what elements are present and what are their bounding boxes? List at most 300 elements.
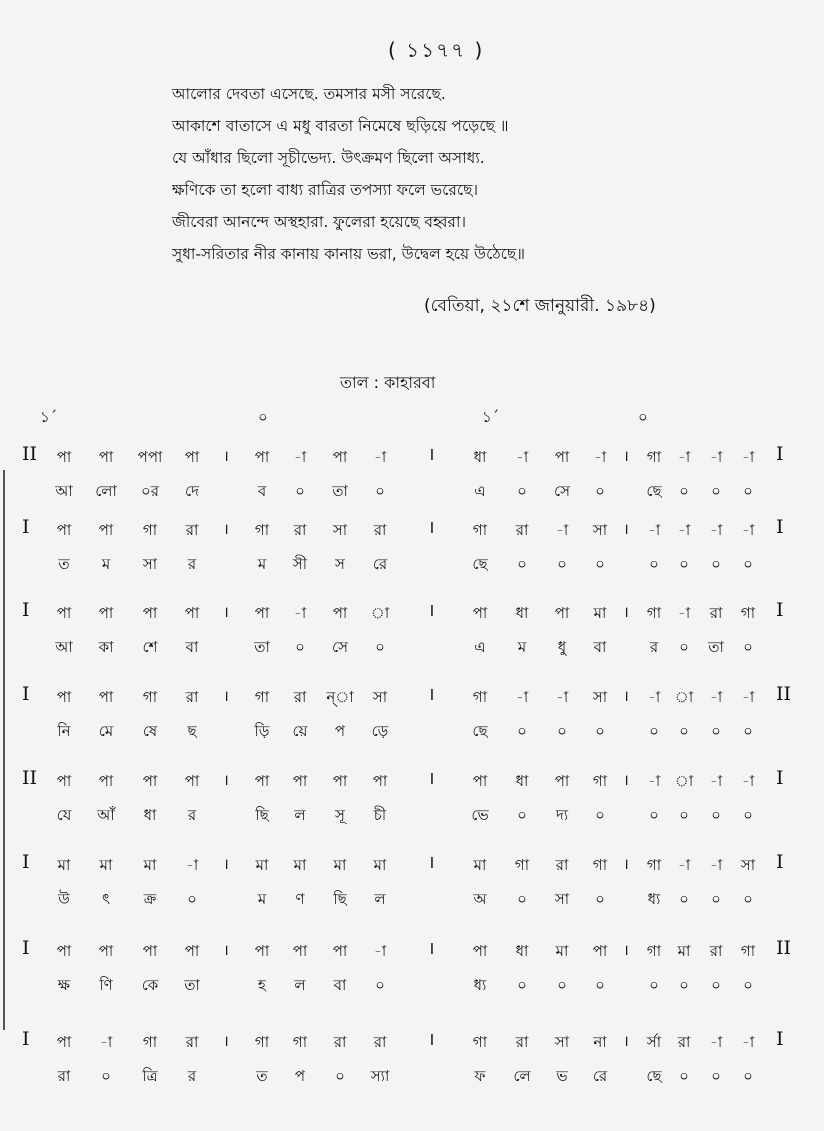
swara-note: মা xyxy=(373,856,387,874)
swara-note: -া xyxy=(293,448,307,466)
lyric-syllable: শে xyxy=(142,638,158,656)
lyric-syllable: ০ xyxy=(711,555,721,573)
swara-note: ধা xyxy=(473,448,487,466)
swara-note: গা xyxy=(592,772,608,790)
swara-note: পা xyxy=(554,772,570,790)
lyric-syllable: র xyxy=(187,806,197,824)
lyric-syllable: ধু xyxy=(557,638,567,656)
row-open-bar: I xyxy=(22,851,30,873)
swara-note: গা xyxy=(740,942,756,960)
lyric-syllable: ০ xyxy=(375,482,385,500)
row-close-bar: I xyxy=(776,599,784,621)
lyric-syllable: ভ xyxy=(556,1067,568,1085)
lyric-syllable: ল xyxy=(294,976,306,994)
swara-note: -া xyxy=(647,521,661,539)
swara-note: গা xyxy=(254,688,270,706)
lyric-syllable: দ্য xyxy=(555,806,569,824)
swara-note: I xyxy=(429,1031,435,1049)
swara-note: পা xyxy=(554,604,570,622)
swara-note: রা xyxy=(333,1033,347,1051)
swara-note: রা xyxy=(293,688,307,706)
lyric-syllable: ছি xyxy=(333,890,347,908)
lyric-syllable: ০ xyxy=(517,555,527,573)
swara-note: রা xyxy=(515,521,529,539)
swara-note: া xyxy=(674,772,694,790)
swara-note: ধা xyxy=(515,772,529,790)
swara-note: I xyxy=(429,446,435,464)
lyric-syllable: ০ xyxy=(375,638,385,656)
swara-note: রা xyxy=(709,942,723,960)
swara-note: মা xyxy=(255,856,269,874)
lyric-syllable: রে xyxy=(592,1067,608,1085)
lyric-syllable: ০ xyxy=(743,638,753,656)
lyric-syllable: মে xyxy=(98,722,114,740)
lyric-syllable: ছে xyxy=(472,722,488,740)
lyric-syllable: ড়ি xyxy=(254,722,270,740)
swara-note: গা xyxy=(142,521,158,539)
swara-note: পা xyxy=(98,772,114,790)
swara-note: I xyxy=(429,854,435,872)
swara-note: রা xyxy=(373,521,387,539)
swara-note: । xyxy=(623,520,629,538)
lyric-syllable: ম xyxy=(257,555,267,573)
swara-note: পা xyxy=(56,772,72,790)
swara-note: পা xyxy=(142,942,158,960)
lyric-syllable: ০ xyxy=(649,555,659,573)
lyric-syllable: ত্রি xyxy=(142,1067,158,1085)
swara-note: মা xyxy=(555,942,569,960)
notation-row xyxy=(0,764,824,824)
swara-note: পা xyxy=(56,604,72,622)
page-number: ( ১১৭৭ ) xyxy=(388,38,485,62)
swara-note: রা xyxy=(293,521,307,539)
lyric-syllable: ০ xyxy=(743,555,753,573)
lyric-syllable: য়ে xyxy=(292,722,308,740)
lyric-syllable: এ xyxy=(474,638,486,656)
lyric-syllable: ০ xyxy=(557,976,567,994)
swara-note: -া xyxy=(99,1033,113,1051)
lyric-syllable: এ xyxy=(474,482,486,500)
swara-note: পা xyxy=(332,448,348,466)
swara-note: পা xyxy=(254,942,270,960)
notation-row xyxy=(0,513,824,573)
swara-note: । xyxy=(223,855,229,873)
swara-note: ধা xyxy=(515,942,529,960)
lyric-syllable: ণি xyxy=(99,976,113,994)
swara-note: -া xyxy=(741,688,755,706)
poem-line: যে আঁধার ছিলো সূচীভেদ্য. উৎক্রমণ ছিলো অসাধ্য. xyxy=(172,149,485,167)
swara-note: পা xyxy=(332,604,348,622)
lyric-syllable: ০ xyxy=(679,722,689,740)
poem-line: আকাশে বাতাসে এ মধু বারতা নিমেষে ছড়িয়ে পড়েছে ॥ xyxy=(172,117,509,135)
swara-note: -া xyxy=(709,856,723,874)
swara-note: পা xyxy=(142,772,158,790)
swara-note: -া xyxy=(515,448,529,466)
swara-note: পা xyxy=(332,772,348,790)
swara-note: মা xyxy=(143,856,157,874)
lyric-syllable: ০ xyxy=(679,1067,689,1085)
row-close-bar: II xyxy=(776,683,792,705)
lyric-syllable: ০ xyxy=(743,806,753,824)
lyric-syllable: ০ xyxy=(679,638,689,656)
lyric-syllable: প xyxy=(294,1067,306,1085)
swara-note: পা xyxy=(372,772,388,790)
lyric-syllable: ০ xyxy=(595,482,605,500)
swara-note: গা xyxy=(592,856,608,874)
swara-note: গা xyxy=(514,856,530,874)
swara-note: গা xyxy=(740,604,756,622)
swara-note: -া xyxy=(741,772,755,790)
swara-note: -া xyxy=(709,688,723,706)
swara-note: সা xyxy=(740,856,756,874)
swara-note: । xyxy=(623,447,629,465)
lyric-syllable: তা xyxy=(184,976,200,994)
swara-note: পা xyxy=(56,521,72,539)
swara-note: র্সা xyxy=(646,1033,662,1051)
lyric-syllable: লে xyxy=(513,1067,531,1085)
lyric-syllable: তা xyxy=(708,638,724,656)
swara-note: । xyxy=(223,520,229,538)
lyric-syllable: ধ্য xyxy=(473,976,487,994)
swara-note: । xyxy=(623,603,629,621)
lyric-syllable: তা xyxy=(332,482,348,500)
lyric-syllable: বা xyxy=(185,638,199,656)
poem xyxy=(172,78,812,270)
swara-note: -া xyxy=(677,856,691,874)
swara-note: গা xyxy=(646,942,662,960)
lyric-syllable: ধ্য xyxy=(647,890,661,908)
swara-note: পা xyxy=(56,942,72,960)
swara-note: মা xyxy=(677,942,691,960)
lyric-syllable: রা xyxy=(57,1067,71,1085)
lyric-syllable: দে xyxy=(185,482,199,500)
swara-note: গা xyxy=(472,1033,488,1051)
swara-note: মা xyxy=(593,604,607,622)
poem-line: জীবেরা আনন্দে অস্থহারা. ফুলেরা হয়েছে বহ্বরা। xyxy=(172,213,466,231)
swara-note: পা xyxy=(184,604,200,622)
row-close-bar: I xyxy=(776,516,784,538)
swara-note: রা xyxy=(515,1033,529,1051)
lyric-syllable: ০ xyxy=(649,806,659,824)
lyric-syllable: ম xyxy=(257,890,267,908)
lyric-syllable: ফ xyxy=(474,1067,486,1085)
notation-row xyxy=(0,596,824,656)
swara-note: -া xyxy=(709,521,723,539)
lyric-syllable: র xyxy=(649,638,659,656)
swara-note: রা xyxy=(677,1033,691,1051)
swara-note: গা xyxy=(472,688,488,706)
swara-note: পা xyxy=(332,942,348,960)
swara-note: গা xyxy=(142,1033,158,1051)
lyric-syllable: র xyxy=(187,1067,197,1085)
row-open-bar: I xyxy=(22,683,30,705)
swara-note: পা xyxy=(292,942,308,960)
swara-note: গা xyxy=(472,521,488,539)
row-open-bar: II xyxy=(22,767,38,789)
lyric-syllable: কে xyxy=(141,976,159,994)
lyric-syllable: ০ xyxy=(743,890,753,908)
lyric-syllable: ০ xyxy=(743,976,753,994)
lyric-syllable: ০ xyxy=(743,1067,753,1085)
swara-note: -া xyxy=(185,856,199,874)
lyric-syllable: ০ xyxy=(679,555,689,573)
lyric-syllable: ল xyxy=(374,890,386,908)
lyric-syllable: ছে xyxy=(646,482,662,500)
lyric-syllable: বা xyxy=(333,976,347,994)
lyric-syllable: ম xyxy=(101,555,111,573)
lyric-syllable: ম xyxy=(517,638,527,656)
swara-note: । xyxy=(623,687,629,705)
swara-note: পা xyxy=(472,772,488,790)
lyric-syllable: ০ xyxy=(295,482,305,500)
lyric-syllable: ০ xyxy=(375,976,385,994)
lyric-syllable: র xyxy=(187,555,197,573)
swara-note: সা xyxy=(372,688,388,706)
lyric-syllable: ০ xyxy=(649,722,659,740)
swara-note: -া xyxy=(709,448,723,466)
swara-note: -া xyxy=(677,521,691,539)
lyric-syllable: ০ xyxy=(595,555,605,573)
swara-note: । xyxy=(223,1032,229,1050)
swara-note: পা xyxy=(554,448,570,466)
source-note: (বেতিয়া, ২১শে জানুয়ারী. ১৯৮৪) xyxy=(424,296,656,316)
swara-note: -া xyxy=(293,604,307,622)
row-open-bar: I xyxy=(22,937,30,959)
swara-note: -া xyxy=(373,448,387,466)
row-close-bar: I xyxy=(776,767,784,789)
swara-note: ন্‌া xyxy=(326,688,354,706)
swara-note: পা xyxy=(254,772,270,790)
swara-note: পা xyxy=(142,604,158,622)
swara-note: -া xyxy=(709,1033,723,1051)
swara-note: রা xyxy=(555,856,569,874)
swara-note: গা xyxy=(646,604,662,622)
lyric-syllable: ০ xyxy=(711,890,721,908)
swara-note: গা xyxy=(292,1033,308,1051)
lyric-syllable: সূ xyxy=(335,806,345,824)
beat-mark: ০ xyxy=(258,408,268,426)
beat-mark: ১´ xyxy=(482,408,500,426)
swara-note: মা xyxy=(473,856,487,874)
swara-note: মা xyxy=(57,856,71,874)
swara-note: পা xyxy=(56,448,72,466)
lyric-syllable: ধা xyxy=(143,806,157,824)
lyric-syllable: ০ xyxy=(743,722,753,740)
swara-note: । xyxy=(223,603,229,621)
row-open-bar: II xyxy=(22,443,38,465)
swara-note: পা xyxy=(184,448,200,466)
lyric-syllable: ০ xyxy=(711,1067,721,1085)
swara-note: -া xyxy=(741,448,755,466)
swara-note: -া xyxy=(515,688,529,706)
swara-note: -া xyxy=(741,1033,755,1051)
swara-note: পা xyxy=(592,942,608,960)
swara-note: গা xyxy=(254,1033,270,1051)
lyric-syllable: সা xyxy=(142,555,158,573)
lyric-syllable: ০ xyxy=(711,722,721,740)
swara-note: -া xyxy=(373,942,387,960)
swara-note: পা xyxy=(98,942,114,960)
swara-note: রা xyxy=(185,521,199,539)
lyric-syllable: ০ xyxy=(101,1067,111,1085)
lyric-syllable: ০ xyxy=(557,722,567,740)
swara-note: । xyxy=(223,447,229,465)
lyric-syllable: ০ xyxy=(595,806,605,824)
lyric-syllable: ০ xyxy=(295,638,305,656)
lyric-syllable: ০ xyxy=(517,890,527,908)
swara-note: সা xyxy=(554,1033,570,1051)
swara-note: গা xyxy=(142,688,158,706)
row-open-bar: I xyxy=(22,516,30,538)
lyric-syllable: ল xyxy=(294,806,306,824)
swara-note: -া xyxy=(647,772,661,790)
swara-note: পা xyxy=(56,1033,72,1051)
lyric-syllable: তা xyxy=(254,638,270,656)
lyric-syllable: বা xyxy=(593,638,607,656)
swara-note: I xyxy=(429,602,435,620)
lyric-syllable: ছে xyxy=(472,555,488,573)
swara-note: সা xyxy=(592,688,608,706)
swara-note: রা xyxy=(709,604,723,622)
lyric-syllable: স্যা xyxy=(370,1067,390,1085)
swara-note: পা xyxy=(98,521,114,539)
lyric-syllable: ০ xyxy=(595,722,605,740)
lyric-syllable: কা xyxy=(98,638,114,656)
swara-note: রা xyxy=(185,1033,199,1051)
swara-note: রা xyxy=(185,688,199,706)
swara-note: পা xyxy=(254,448,270,466)
swara-note: । xyxy=(223,687,229,705)
beat-mark: ০ xyxy=(638,408,648,426)
lyric-syllable: লো xyxy=(95,482,117,500)
lyric-syllable: ৎ xyxy=(101,890,111,908)
swara-note: পা xyxy=(56,688,72,706)
lyric-syllable: উ xyxy=(58,890,70,908)
poem-line: সুধা-সরিতার নীর কানায় কানায় ভরা, উদ্বেল হয়ে উঠেছে॥ xyxy=(172,245,526,263)
lyric-syllable: ০ xyxy=(187,890,197,908)
swara-note: I xyxy=(429,770,435,788)
notation-row xyxy=(0,680,824,740)
lyric-syllable: ০ xyxy=(595,890,605,908)
swara-note: -া xyxy=(555,521,569,539)
lyric-syllable: ণ xyxy=(295,890,305,908)
lyric-syllable: ত xyxy=(256,1067,268,1085)
swara-note: পা xyxy=(184,942,200,960)
row-open-bar: I xyxy=(22,599,30,621)
lyric-syllable: রে xyxy=(372,555,388,573)
swara-note: -া xyxy=(647,688,661,706)
swara-note: I xyxy=(429,940,435,958)
lyric-syllable: প xyxy=(334,722,346,740)
swara-note: পা xyxy=(98,688,114,706)
swara-note: পা xyxy=(98,604,114,622)
lyric-syllable: ০ xyxy=(649,976,659,994)
lyric-syllable: ক্র xyxy=(143,890,157,908)
lyric-syllable: সে xyxy=(332,638,348,656)
row-open-bar: I xyxy=(22,1028,30,1050)
swara-note: পা xyxy=(254,604,270,622)
lyric-syllable: ০ xyxy=(743,482,753,500)
lyric-syllable: ০ xyxy=(335,1067,345,1085)
lyric-syllable: ০ xyxy=(711,482,721,500)
lyric-syllable: ত xyxy=(58,555,70,573)
lyric-syllable: সা xyxy=(554,890,570,908)
swara-note: রা xyxy=(373,1033,387,1051)
lyric-syllable: ০র xyxy=(140,482,160,500)
lyric-syllable: ক্ষ xyxy=(57,976,71,994)
swara-note: পপা xyxy=(137,448,163,466)
lyric-syllable: সী xyxy=(292,555,308,573)
swara-note: । xyxy=(223,941,229,959)
row-close-bar: I xyxy=(776,1028,784,1050)
lyric-syllable: ০ xyxy=(679,806,689,824)
lyric-syllable: সে xyxy=(554,482,570,500)
swara-note: মা xyxy=(333,856,347,874)
swara-note: -া xyxy=(741,521,755,539)
tala-heading: তাল : কাহারবা xyxy=(340,373,436,392)
lyric-syllable: ০ xyxy=(711,976,721,994)
notation-row xyxy=(0,440,824,500)
poem-line: ক্ষণিকে তা হলো বাধ্য রাত্রির তপস্যা ফলে ভরেছে। xyxy=(172,181,479,199)
swara-note: গা xyxy=(646,448,662,466)
lyric-syllable: ০ xyxy=(517,806,527,824)
swara-note: -া xyxy=(709,772,723,790)
swara-note: -া xyxy=(677,604,691,622)
row-close-bar: II xyxy=(776,937,792,959)
swara-note: -া xyxy=(555,688,569,706)
swara-note: I xyxy=(429,519,435,537)
lyric-syllable: ০ xyxy=(679,890,689,908)
swara-note: পা xyxy=(184,772,200,790)
swara-note: সা xyxy=(332,521,348,539)
lyric-syllable: ষে xyxy=(142,722,158,740)
swara-note: ধা xyxy=(515,604,529,622)
swara-note: । xyxy=(223,771,229,789)
lyric-syllable: ছ xyxy=(187,722,197,740)
lyric-syllable: ০ xyxy=(711,806,721,824)
swara-note: । xyxy=(623,855,629,873)
swara-note: পা xyxy=(472,604,488,622)
lyric-syllable: চী xyxy=(373,806,387,824)
swara-note: -া xyxy=(593,448,607,466)
swara-note: া xyxy=(370,604,390,622)
swara-note: পা xyxy=(292,772,308,790)
lyric-syllable: আ xyxy=(55,638,73,656)
lyric-syllable: ০ xyxy=(679,976,689,994)
lyric-syllable: ০ xyxy=(517,976,527,994)
swara-note: মা xyxy=(99,856,113,874)
lyric-syllable: ছি xyxy=(255,806,269,824)
lyric-syllable: ছে xyxy=(646,1067,662,1085)
lyric-syllable: ০ xyxy=(557,555,567,573)
lyric-syllable: ০ xyxy=(679,482,689,500)
lyric-syllable: আঁ xyxy=(97,806,115,824)
swara-note: । xyxy=(623,771,629,789)
swara-note: । xyxy=(623,1032,629,1050)
lyric-syllable: ০ xyxy=(517,722,527,740)
swara-note: -া xyxy=(677,448,691,466)
swara-note: I xyxy=(429,686,435,704)
lyric-syllable: হ xyxy=(258,976,266,994)
lyric-syllable: ব xyxy=(257,482,267,500)
swara-note: । xyxy=(623,941,629,959)
lyric-syllable: নি xyxy=(57,722,71,740)
swara-note: না xyxy=(593,1033,607,1051)
poem-line: আলোর দেবতা এসেছে. তমসার মসী সরেছে. xyxy=(172,85,446,103)
lyric-syllable: যে xyxy=(56,806,72,824)
beat-mark: ১´ xyxy=(40,408,58,426)
notation-row xyxy=(0,1025,824,1085)
